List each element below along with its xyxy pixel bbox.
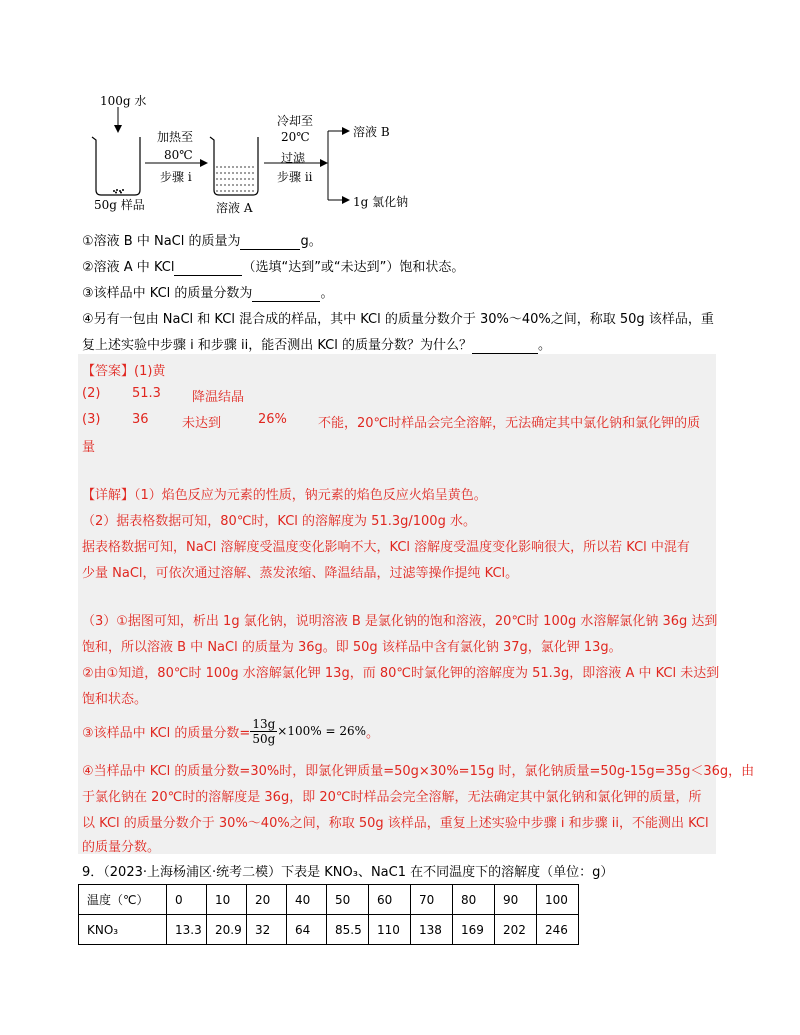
question-3: ③该样品中 KCl 的质量分数为 。 (82, 286, 334, 301)
sample-label: 50g 样品 (94, 198, 145, 212)
cool-label: 冷却至 (277, 114, 314, 128)
table-cell: 169 (453, 915, 495, 945)
question-9-text: 9．（2023·上海杨浦区·统考二模）下表是 KNO₃、NaC1 在不同温度下的溶解度（单位：g） (82, 865, 614, 880)
table-cell: 85.5 (327, 915, 369, 945)
nacl-precipitate-label: 1g 氯化钠 (353, 195, 409, 209)
table-cell: 温度（℃） (79, 885, 167, 915)
answer-blank (472, 338, 538, 354)
explanation-line-3b: 少量 NaCl，可依次通过溶解、蒸发浓缩、降温结晶，过滤等操作提纯 KCl。 (82, 566, 519, 581)
solution-b-label: 溶液 B (353, 125, 390, 139)
explanation-line-5a: ②由①知道，80℃时 100g 水溶解氯化钾 13g，而 80℃时氯化钾的溶解度为 51.3g，即溶液 A 中 KCl 未达到 (82, 666, 720, 681)
question-4-line2: 复上述实验中步骤 i 和步骤 ii，能否测出 KCl 的质量分数？为什么？ 。 (82, 338, 552, 353)
table-row (79, 915, 579, 945)
table-cell: 20.9 (207, 915, 247, 945)
step1-label: 步骤 i (160, 170, 192, 184)
table-cell: 32 (247, 915, 287, 945)
table-cell: 138 (411, 915, 453, 945)
explanation-line-7c: 以 KCl 的质量分数介于 30%～40%之间，称取 50g 该样品，重复上述实验中步骤 i 和步骤 ii，不能测出 KCl (82, 816, 709, 831)
table-cell: 100 (537, 885, 579, 915)
table-row (79, 885, 579, 915)
explanation-line-4a: （3）①据图可知，析出 1g 氯化钠，说明溶液 B 是氯化钠的饱和溶液，20℃时 100g 水溶解氯化钠 36g 达到 (82, 614, 718, 629)
table-cell: 64 (287, 915, 327, 945)
answer-blank (174, 260, 242, 276)
answer-blank (252, 286, 320, 302)
answer-tag: 【答案】 (82, 364, 135, 379)
question-2: ②溶液 A 中 KCl （选填“达到”或“未达到”）饱和状态。 (82, 260, 465, 275)
question-1: ①溶液 B 中 NaCl 的质量为 g。 (82, 234, 322, 249)
explanation-line-7d: 的质量分数。 (82, 840, 161, 855)
table-cell: 202 (495, 915, 537, 945)
explanation-line-1: 【详解】（1）焰色反应为元素的性质，钠元素的焰色反应火焰呈黄色。 (82, 488, 487, 503)
answer-line-1: 【答案】(1)黄 (82, 364, 166, 379)
water-label: 100g 水 (100, 94, 147, 108)
table-cell: 0 (167, 885, 207, 915)
answer-line-2: (2) 51.3 降温结晶 (82, 386, 245, 405)
table-cell: 110 (369, 915, 411, 945)
heat-label: 加热至 (157, 130, 194, 144)
table-cell: 90 (495, 885, 537, 915)
table-cell: KNO₃ (79, 915, 167, 945)
answer-line-3-cont: 量 (82, 440, 96, 455)
explanation-line-7a: ④当样品中 KCl 的质量分数=30%时，即氯化钾质量=50g×30%=15g 时，氯化钠质量=50g-15g=35g＜36g，由 (82, 764, 755, 779)
explanation-line-5b: 饱和状态。 (82, 692, 148, 707)
explanation-tag: 【详解】 (82, 488, 135, 503)
table-cell: 13.3 (167, 915, 207, 945)
solubility-table (78, 884, 579, 945)
table-cell: 60 (369, 885, 411, 915)
question-4-line1: ④另有一包由 NaCl 和 KCl 混合成的样品，其中 KCl 的质量分数介于 30%～40%之间，称取 50g 该样品，重 (82, 312, 714, 327)
cool-temp-label: 20℃ (281, 130, 310, 144)
table-cell: 10 (207, 885, 247, 915)
heat-temp-label: 80℃ (164, 148, 193, 162)
explanation-line-7b: 于氯化钠在 20℃时的溶解度是 36g，即 20℃时样品会完全溶解，无法确定其中氯化钠和氯化钾的质量，所 (82, 790, 702, 805)
table-cell: 20 (247, 885, 287, 915)
explanation-line-3a: 据表格数据可知，NaCl 溶解度受温度变化影响不大，KCl 溶解度受温度变化影响很大，所以若 KCl 中混有 (82, 540, 690, 555)
explanation-line-4b: 饱和，所以溶液 B 中 NaCl 的质量为 36g。即 50g 该样品中含有氯化钠 37g，氯化钾 13g。 (82, 640, 622, 655)
fraction: $\frac{13g}{50g}$ (252, 716, 276, 746)
table-cell: 70 (411, 885, 453, 915)
answer-blank (240, 234, 300, 250)
filter-label: 过滤 (281, 151, 306, 165)
explanation-line-2: （2）据表格数据可知，80℃时，KCl 的溶解度为 51.3g/100g 水。 (82, 514, 476, 529)
explanation-formula: ③该样品中 KCl 的质量分数= $\frac{13g}{50g}$ ×100% = 26% 。 (82, 716, 380, 746)
answer-line-3: (3) 36 未达到 26% 不能，20℃时样品会完全溶解，无法确定其中氯化钠和氯化钾的质 (82, 412, 701, 431)
table-cell: 40 (287, 885, 327, 915)
table-cell: 80 (453, 885, 495, 915)
table-cell: 246 (537, 915, 579, 945)
table-cell: 50 (327, 885, 369, 915)
step2-label: 步骤 ii (277, 170, 313, 184)
solution-a-label: 溶液 A (216, 201, 253, 215)
